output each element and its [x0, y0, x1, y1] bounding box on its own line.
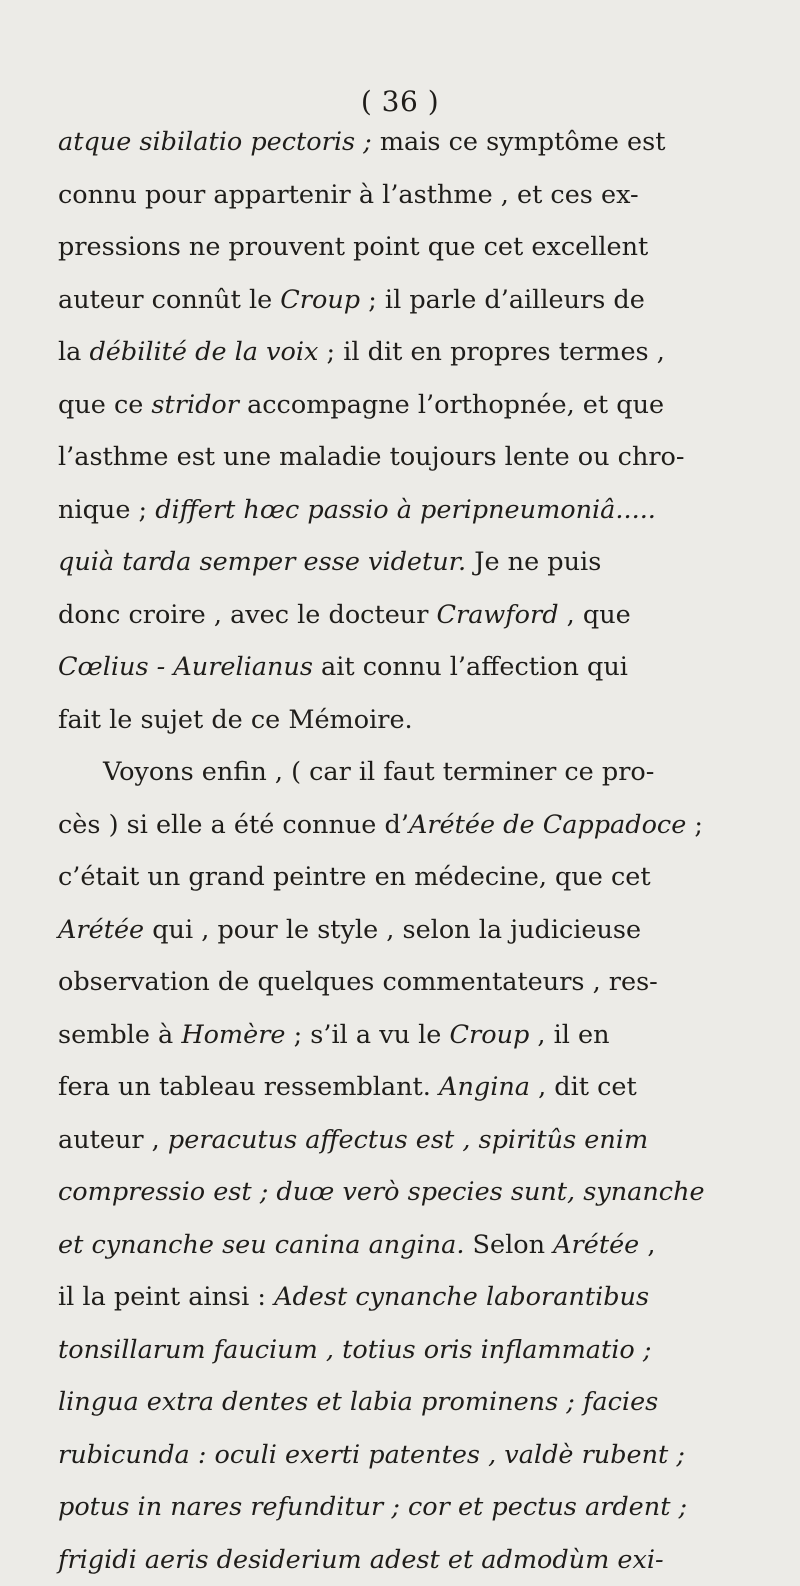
text-run: semble à: [58, 1020, 181, 1050]
text-run: pressions ne prouvent point que cet excellent: [58, 232, 648, 262]
text-line: [58, 1061, 778, 1114]
text-run: Voyons enfin , ( car il faut terminer ce pro-: [103, 757, 654, 787]
italic-text-run: Arétée: [58, 915, 144, 945]
text-line: [58, 1534, 778, 1586]
text-line: [58, 641, 778, 694]
text-run: auteur connût le: [58, 285, 280, 315]
text-run: ait connu l’affection qui: [313, 652, 628, 682]
italic-text-run: lingua extra dentes et labia prominens ; facies: [58, 1387, 658, 1417]
italic-text-run: Angina: [439, 1072, 530, 1102]
italic-text-run: Cœlius - Aurelianus: [58, 652, 313, 682]
text-run: auteur ,: [58, 1125, 168, 1155]
italic-text-run: stridor: [151, 390, 239, 420]
text-run: qui , pour le style , selon la judicieuse: [144, 915, 641, 945]
text-run: il la peint ainsi :: [58, 1282, 274, 1312]
italic-text-run: atque sibilatio pectoris ;: [58, 127, 372, 157]
text-line: [58, 379, 778, 432]
text-run: , que: [559, 600, 631, 630]
text-run: que ce: [58, 390, 151, 420]
text-line: [58, 274, 778, 327]
italic-text-run: tonsillarum faucium , totius oris inflammatio ;: [58, 1335, 651, 1365]
italic-text-run: Crawford: [437, 600, 559, 630]
text-run: fera un tableau ressemblant.: [58, 1072, 439, 1102]
text-line: [58, 1219, 778, 1272]
text-run: mais ce symptôme est: [372, 127, 666, 157]
text-line: [58, 746, 778, 799]
text-run: observation de quelques commentateurs , res-: [58, 967, 658, 997]
text-line: [58, 1481, 778, 1534]
page-number: ( 36 ): [0, 82, 800, 122]
italic-text-run: Adest cynanche laborantibus: [274, 1282, 649, 1312]
text-line: [58, 904, 778, 957]
text-line: [58, 1324, 778, 1377]
text-line: [58, 1114, 778, 1167]
text-line: [58, 221, 778, 274]
text-run: Selon: [464, 1230, 553, 1260]
italic-text-run: differt hœc passio à peripneumoniâ.....: [155, 495, 656, 525]
text-line: [58, 484, 778, 537]
text-run: , il en: [529, 1020, 609, 1050]
text-line: [58, 799, 778, 852]
text-run: , dit cet: [530, 1072, 637, 1102]
text-run: fait le sujet de ce Mémoire.: [58, 705, 413, 735]
text-line: [58, 169, 778, 222]
italic-text-run: frigidi aeris desiderium adest et admodùm exi-: [58, 1545, 664, 1575]
italic-text-run: Croup: [450, 1020, 530, 1050]
text-line: [58, 694, 778, 747]
body-text: [58, 116, 778, 1586]
text-run: ; s’il a vu le: [286, 1020, 450, 1050]
text-run: donc croire , avec le docteur: [58, 600, 437, 630]
italic-text-run: débilité de la voix: [89, 337, 318, 367]
italic-text-run: peracutus affectus est , spiritûs enim: [168, 1125, 648, 1155]
italic-text-run: compressio est ; duœ verò species sunt, synanche: [58, 1177, 705, 1207]
text-run: accompagne l’orthopnée, et que: [239, 390, 664, 420]
text-line: [58, 536, 778, 589]
italic-text-run: Croup: [280, 285, 360, 315]
text-run: la: [58, 337, 89, 367]
text-run: nique ;: [58, 495, 155, 525]
italic-text-run: Arétée de Cappadoce: [409, 810, 686, 840]
text-run: cès ) si elle a été connue d’: [58, 810, 409, 840]
text-run: Je ne puis: [466, 547, 601, 577]
italic-text-run: Homère: [181, 1020, 285, 1050]
text-line: [58, 1271, 778, 1324]
text-line: [58, 1376, 778, 1429]
text-line: [58, 116, 778, 169]
text-line: [58, 431, 778, 484]
text-run: ; il dit en propres termes ,: [318, 337, 664, 367]
text-line: [58, 851, 778, 904]
text-run: connu pour appartenir à l’asthme , et ces ex-: [58, 180, 639, 210]
text-run: ,: [639, 1230, 655, 1260]
italic-text-run: potus in nares refunditur ; cor et pectus ardent ;: [58, 1492, 687, 1522]
italic-text-run: et cynanche seu canina angina.: [58, 1230, 464, 1260]
text-run: ;: [686, 810, 703, 840]
text-line: [58, 1429, 778, 1482]
text-run: c’était un grand peintre en médecine, que cet: [58, 862, 651, 892]
text-line: [58, 1009, 778, 1062]
italic-text-run: Arétée: [553, 1230, 639, 1260]
text-line: [58, 326, 778, 379]
text-run: l’asthme est une maladie toujours lente ou chro-: [58, 442, 685, 472]
text-line: [58, 956, 778, 1009]
text-line: [58, 589, 778, 642]
italic-text-run: rubicunda : oculi exerti patentes , valdè rubent ;: [58, 1440, 685, 1470]
italic-text-run: quià tarda semper esse videtur.: [58, 547, 466, 577]
text-line: [58, 1166, 778, 1219]
text-run: ; il parle d’ailleurs de: [360, 285, 645, 315]
